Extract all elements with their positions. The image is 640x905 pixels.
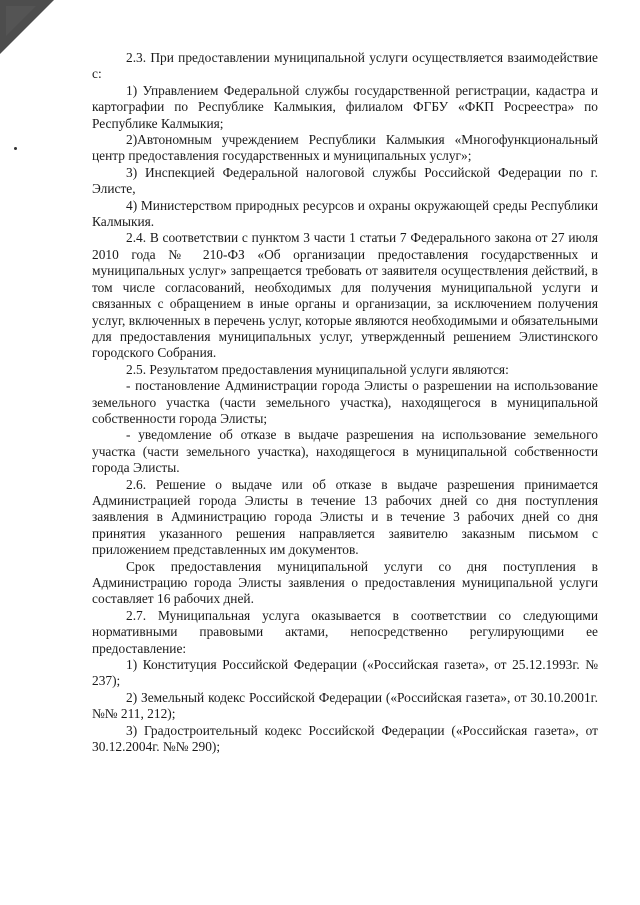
scan-speck — [14, 147, 17, 150]
paragraph-2-3: 2.3. При предоставлении муниципальной услуги осуществляется взаимодействие с: — [92, 50, 598, 82]
paragraph-2-7: 2.7. Муниципальная услуга оказывается в соответствии со следующими нормативными правовыми актами, непосредственно регулирующими ее предоставление: — [92, 607, 598, 656]
paragraph-result-2: - уведомление об отказе в выдаче разрешения на использование земельного участка (части земельного участка), находящегося в муниципальной собственности города Элисты. — [92, 427, 598, 476]
paragraph-2-5: 2.5. Результатом предоставления муниципальной услуги являются: — [126, 361, 509, 377]
paragraph-term: Срок предоставления муниципальной услуги со дня поступления в Администрацию города Элисты заявления о предоставления муниципальной услуги составляет 16 рабочих дней. — [92, 558, 598, 607]
paragraph-item-1: 1) Управлением Федеральной службы государственной регистрации, кадастра и картографии по Республике Калмыкия, филиалом ФГБУ «ФКП Росреестра» по Республике Калмыкия; — [92, 82, 598, 131]
paragraph-act-3: 3) Градостроительный кодекс Российской Федерации («Российская газета», от 30.12.2004г. №№ 290); — [92, 722, 598, 755]
paragraph-2-6: 2.6. Решение о выдаче или об отказе в выдаче разрешения принимается Администрацией города Элисты в течение 13 рабочих дней со дня поступления заявления в Администрацию города Элисты и в течение 3 рабочих дней со дня принятия указанного решения направляется заявителю заказным письмом с приложением представленных им документов. — [92, 476, 598, 558]
scan-corner-mark-inner — [6, 6, 36, 36]
paragraph-item-3: 3) Инспекцией Федеральной налоговой службы Российской Федерации по г. Элисте, — [92, 164, 598, 197]
paragraph-item-4: 4) Министерством природных ресурсов и охраны окружающей среды Республики Калмыкия. — [92, 197, 598, 230]
paragraph-act-2: 2) Земельный кодекс Российской Федерации («Российская газета», от 30.10.2001г. №№ 211, 212); — [92, 689, 598, 722]
document-body — [92, 50, 598, 755]
paragraph-2-4: 2.4. В соответствии с пунктом 3 части 1 статьи 7 Федерального закона от 27 июля 2010 года № 210-ФЗ «Об организации предоставления государственных и муниципальных услуг» запрещается требовать от заявителя осуществления действий, в том числе согласований, необходимых для получения муниципальной услуги и связанных с обращением в иные органы и организации, за исключением получения услуг, включенных в перечень услуг, которые являются необходимыми и обязательными для предоставления муниципальных услуг, утвержденный решением Элистинского городского Собрания. — [92, 230, 598, 361]
paragraph-act-1: 1) Конституция Российской Федерации («Российская газета», от 25.12.1993г. № 237); — [92, 657, 598, 689]
paragraph-result-1: - постановление Администрации города Элисты о разрешении на использование земельного участка (части земельного участка), находящегося в муниципальной собственности города Элисты; — [92, 378, 598, 426]
paragraph-item-2: 2)Автономным учреждением Республики Калмыкия «Многофункциональный центр предоставления государственных и муниципальных услуг»; — [92, 132, 598, 164]
